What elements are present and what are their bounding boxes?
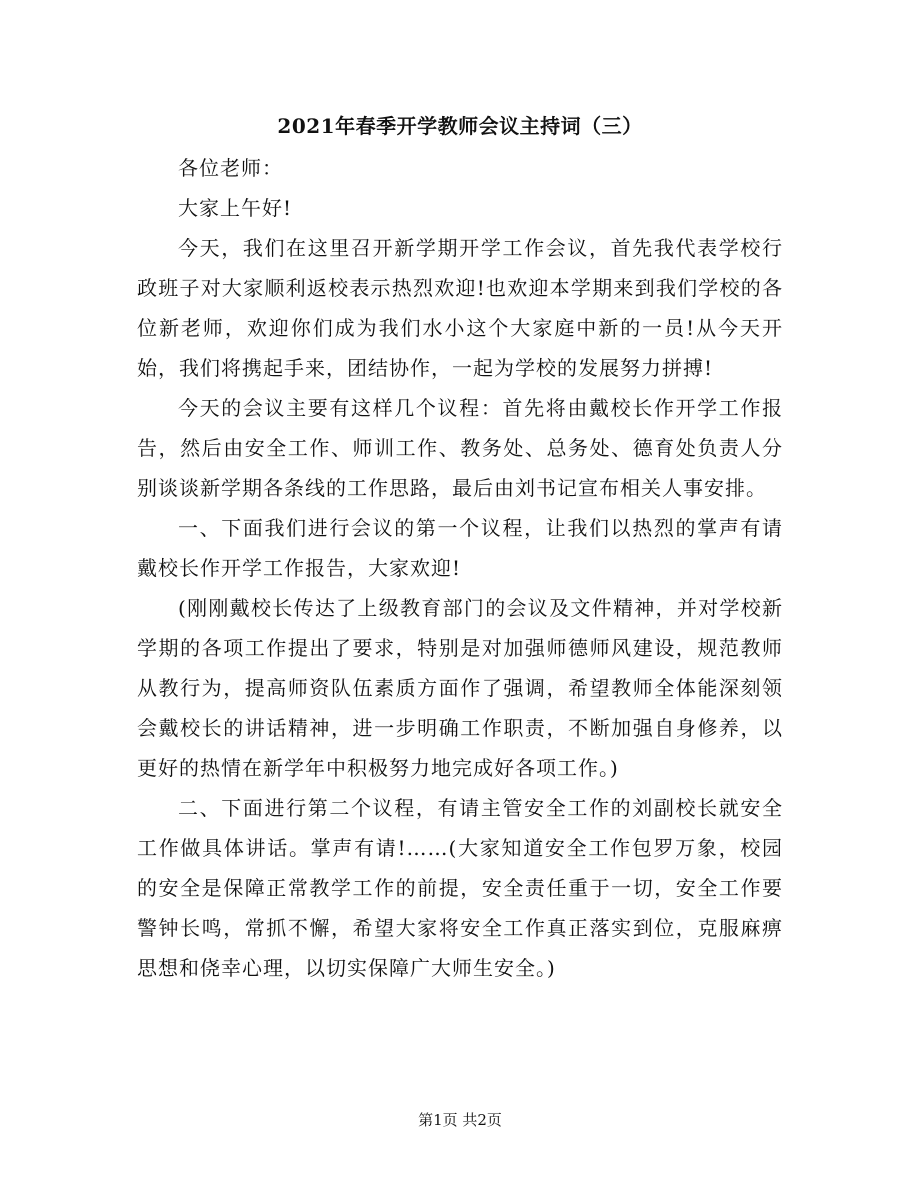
paragraph-agenda-item-2: 二、下面进行第二个议程，有请主管安全工作的刘副校长就安全工作做具体讲话。掌声有请!……(大家知道安全工作包罗万象，校园的安全是保障正常教学工作的前提，安全责任重于一切，安全工作要警钟长鸣，常抓不懈，希望大家将安全工作真正落实到位，克服麻痹思想和侥幸心理，以切实保障广大师生安全。) [137,796,783,980]
document-title: 2021年春季开学教师会议主持词（三） [277,114,643,138]
page-number: 第1页 共2页 [418,1111,502,1129]
paragraph-salutation: 各位老师： [178,156,283,180]
paragraph-agenda: 今天的会议主要有这样几个议程：首先将由戴校长作开学工作报告，然后由安全工作、师训工作、教务处、总务处、德育处负责人分别谈谈新学期各条线的工作思路，最后由刘书记宣布相关人事安排。 [137,396,783,500]
paragraph-welcome: 今天，我们在这里召开新学期开学工作会议，首先我代表学校行政班子对大家顺利返校表示热烈欢迎!也欢迎本学期来到我们学校的各位新老师，欢迎你们成为我们水小这个大家庭中新的一员!从今天开始，我们将携起手来，团结协作，一起为学校的发展努力拼搏! [137,236,783,380]
paragraph-greeting: 大家上午好! [178,196,293,220]
paragraph-summary-1: (刚刚戴校长传达了上级教育部门的会议及文件精神，并对学校新学期的各项工作提出了要求，特别是对加强师德师风建设，规范教师从教行为，提高师资队伍素质方面作了强调，希望教师全体能深刻领会戴校长的讲话精神，进一步明确工作职责，不断加强自身修养，以更好的热情在新学年中积极努力地完成好各项工作。) [137,596,783,780]
document-body [137,148,783,988]
paragraph-agenda-item-1: 一、下面我们进行会议的第一个议程，让我们以热烈的掌声有请戴校长作开学工作报告，大家欢迎! [137,516,783,580]
